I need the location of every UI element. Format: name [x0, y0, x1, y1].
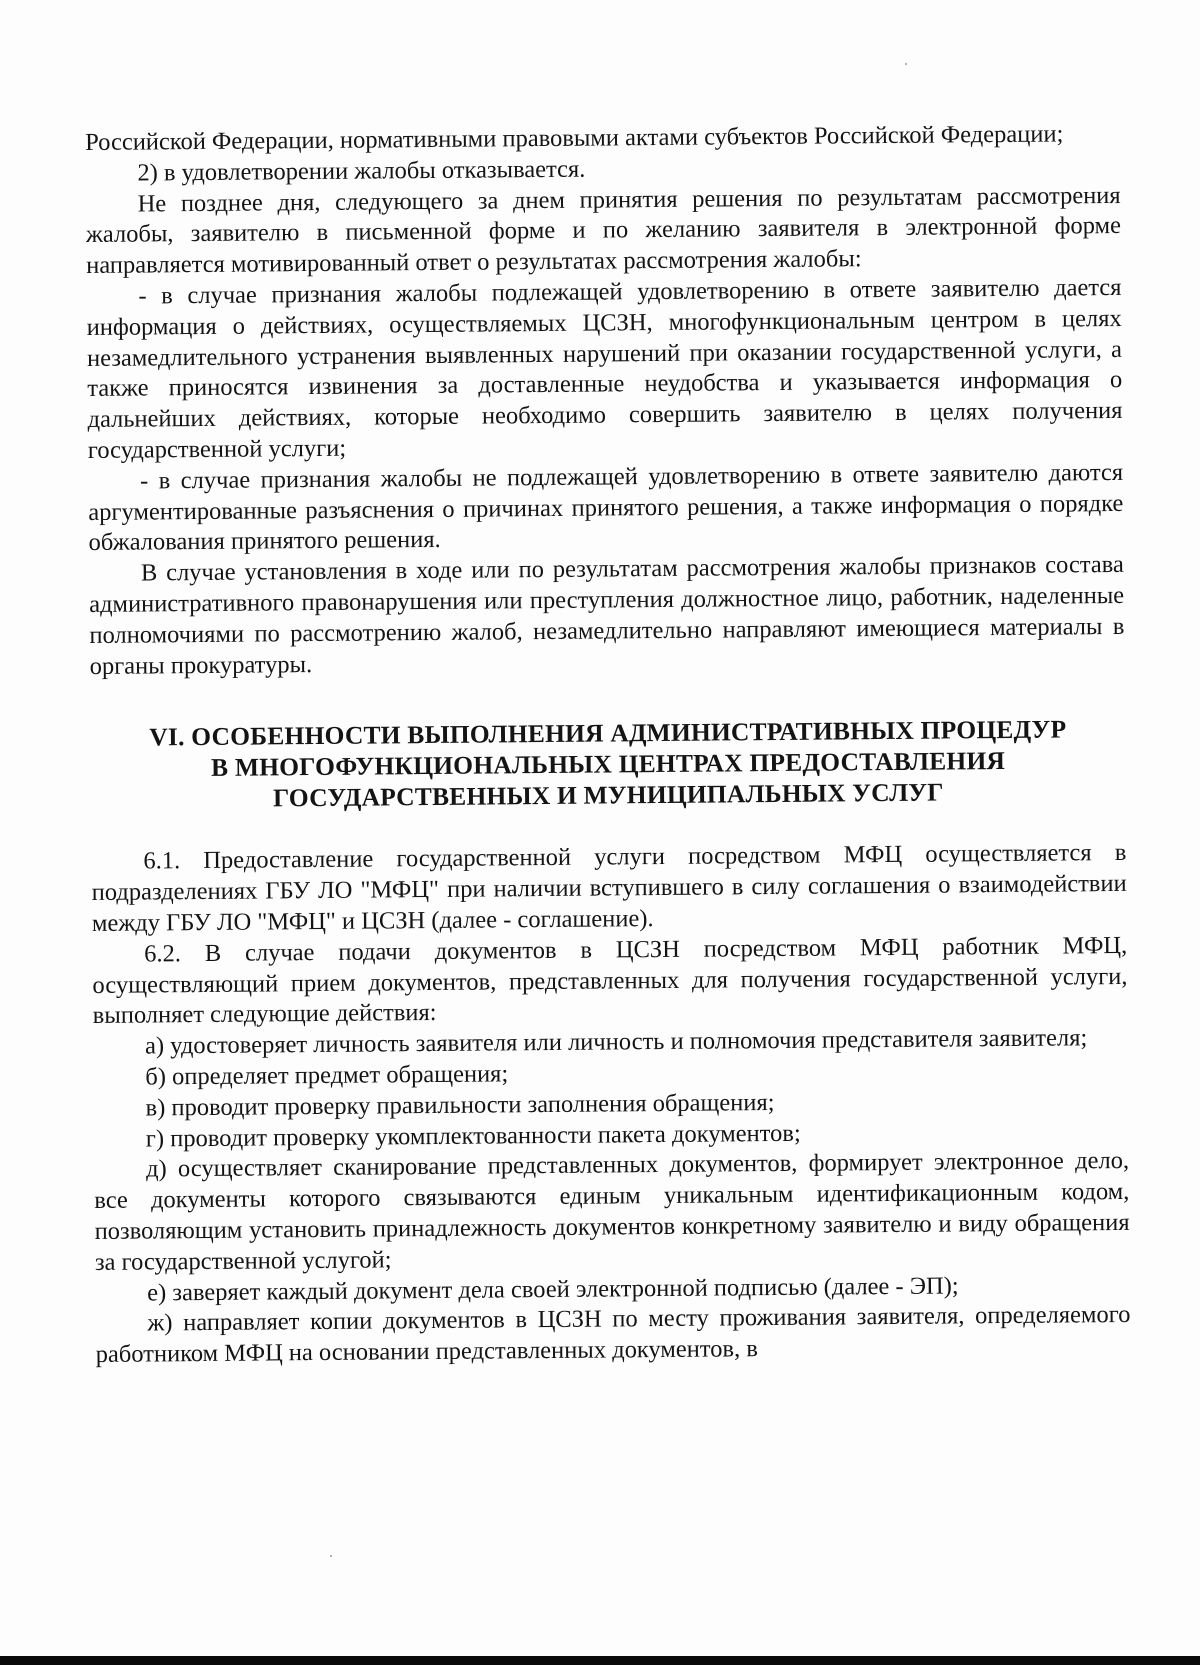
- paragraph-6-1: 6.1. Предоставление государственной услуги посредством МФЦ осуществляется в подразделениях ГБУ ЛО "МФЦ" при наличии вступившего в силу соглашения о взаимодействии между ГБУ ЛО "МФЦ" и ЦСЗН (далее - соглашение).: [91, 839, 1127, 937]
- list-item-v: в) проводит проверку правильности заполнения обращения;: [145, 1088, 775, 1122]
- scan-speck: [330, 1555, 332, 1557]
- paragraph-complaint-rejected: - в случае признания жалобы не подлежащей удовлетворению в ответе заявителю даются аргументированные разъяснения о причинах принятого решения, а также информация о порядке обжалования принятого решения.: [88, 458, 1124, 557]
- list-item-zh: ж) направляет копии документов в ЦСЗН по месту проживания заявителя, определяемого работником МФЦ на основании представленных документов, в: [95, 1301, 1131, 1369]
- paragraph-complaint-satisfied: - в случае признания жалобы подлежащей удовлетворению в ответе заявителю дается информация о действиях, осуществляемых ЦСЗН, многофункциональным центром в целях незамедлительного устранения выявленных нарушений при оказании государственной услуги, а также приносятся извинения за доставленные неудобства и указывается информация о дальнейших действиях, которые необходимо совершить заявителю в целях получения государственной услуги;: [86, 273, 1123, 464]
- scan-bottom-edge: [0, 1656, 1200, 1665]
- scan-speck: [905, 63, 907, 65]
- list-item-d: д) осуществляет сканирование представленных документов, формирует электронное дело, все документы которого связываются единым уникальным идентификационным кодом, позволяющим установить принадлежность документов конкретному заявителю и виду обращения за государственной услугой;: [94, 1147, 1130, 1276]
- paragraph-6-2: 6.2. В случае подачи документов в ЦСЗН посредством МФЦ работник МФЦ, осуществляющий прием документов, представленных для получения государственной услуги, выполняет следующие действия:: [92, 931, 1128, 1030]
- document-body: [85, 119, 1131, 1371]
- list-item-b: б) определяет предмет обращения;: [145, 1060, 509, 1091]
- section-heading-line: ГОСУДАРСТВЕННЫХ И МУНИЦИПАЛЬНЫХ УСЛУГ: [272, 777, 944, 813]
- paragraph-response-deadline: Не позднее дня, следующего за днем принятия решения по результатам рассмотрения жалобы, заявителю в письменной форме и по желанию заявителя в электронной форме направляется мотивированный ответ о результатах рассмотрения жалобы:: [85, 181, 1122, 280]
- section-heading: [90, 713, 1126, 815]
- section-heading-line: VI. ОСОБЕННОСТИ ВЫПОЛНЕНИЯ АДМИНИСТРАТИВНЫХ ПРОЦЕДУР: [149, 714, 1067, 752]
- section-heading-line: В МНОГОФУНКЦИОНАЛЬНЫХ ЦЕНТРАХ ПРЕДОСТАВЛЕНИЯ: [210, 746, 1006, 783]
- paragraph-refusal-item: 2) в удовлетворении жалобы отказывается.: [137, 155, 586, 187]
- paragraph-continuation: Российской Федерации, нормативными правовыми актами субъектов Российской Федерации;: [85, 120, 1064, 156]
- list-item-a: а) удостоверяет личность заявителя или личность и полномочия представителя заявителя;: [144, 1024, 1088, 1060]
- list-item-e: е) заверяет каждый документ дела своей электронной подписью (далее - ЭП);: [147, 1271, 959, 1307]
- paragraph-prosecutor-referral: В случае установления в ходе или по результатам рассмотрения жалобы признаков состава административного правонарушения или преступления должностное лицо, работник, наделенные полномочиями по рассмотрению жалоб, незамедлительно направляют имеющиеся материалы в органы прокуратуры.: [89, 551, 1125, 680]
- list-item-g: г) проводит проверку укомплектованности пакета документов;: [145, 1119, 801, 1153]
